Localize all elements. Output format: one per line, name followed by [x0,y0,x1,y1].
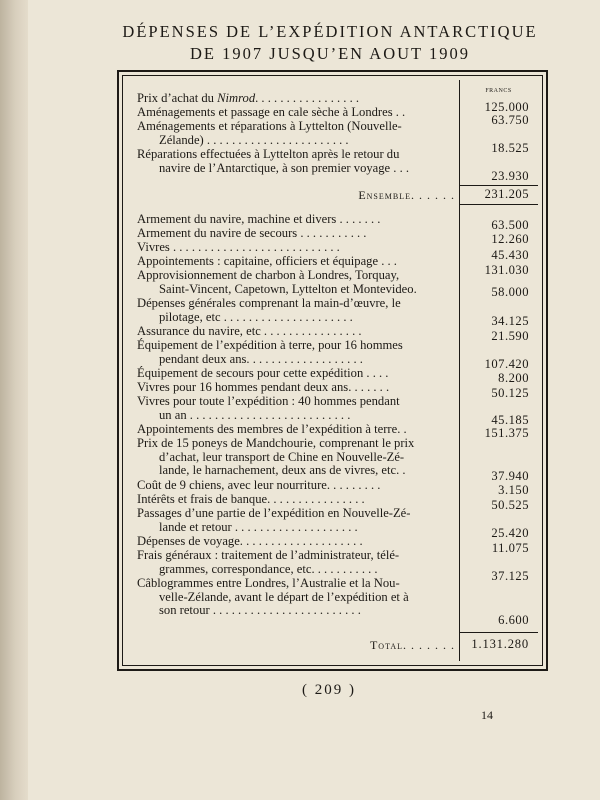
row-text-continued: velle-Zélande, avant le départ de l’expédition et à [159,589,409,604]
row-text: Approvisionnement de charbon à Londres, Torquay, [137,268,400,282]
row-text-continued: un an . . . . . . . . . . . . . . . . . . . . . . . . . . [159,407,351,422]
row-vivres-40-hommes [137,395,455,422]
row-text-continued: pilotage, etc . . . . . . . . . . . . . . . . . . . . . [159,309,353,324]
ship-name: Nimrod [217,91,256,105]
amount-appointements-equipage: 131.030 [484,263,529,277]
amount-charbon: 58.000 [491,285,529,299]
row-charbon [137,269,455,296]
amount-interets: 50.525 [491,498,529,512]
amount-passages: 25.420 [491,526,529,540]
amount-reparations-lyttelton: 23.930 [491,169,529,183]
amount-frais-generaux: 37.125 [491,569,529,583]
row-text: Prix d’achat du [137,91,218,105]
total-label: Total. . . . . . . [369,638,455,652]
table-title-line-2: DE 1907 JUSQU’EN AOUT 1909 [190,44,470,63]
amount-amenagements-lyttelton: 18.525 [491,141,529,155]
ensemble-amount: 231.205 [484,187,529,201]
subtotal-rule [459,185,538,186]
row-appointements-equipage: Appointements : capitaine, officiers et équipage . . . [137,254,397,268]
row-armement-secours: Armement du navire de secours . . . . . . . . . . . [137,226,367,240]
row-text-continued: Zélande) . . . . . . . . . . . . . . . . . . . . . . . [159,132,349,147]
row-depenses-generales [137,297,455,324]
amount-assurance: 21.590 [491,329,529,343]
row-vivres-16-hommes: Vivres pour 16 hommes pendant deux ans. . . . . . . [137,380,390,394]
book-binding [0,0,28,800]
row-text: Passages d’une partie de l’expédition en Nouvelle-Zé- [137,506,411,520]
amount-vivres: 45.430 [491,248,529,262]
amount-equipement-secours: 8.200 [498,371,529,385]
ensemble-label: Ensemble. . . . . . [358,188,455,202]
row-text-continued: lande et retour . . . . . . . . . . . . . . . . . . . . [159,519,358,534]
row-amenagements-londres: Aménagements et passage en cale sèche à Londres . . [137,105,406,119]
subtotal-rule-bottom [459,204,538,205]
row-vivres: Vivres . . . . . . . . . . . . . . . . . . . . . . . . . . . [137,240,340,254]
row-passages [137,507,455,534]
page-number: ( 209 ) [302,682,356,698]
row-amenagements-lyttelton [137,120,455,147]
row-text-continued-2: son retour . . . . . . . . . . . . . . . . . . . . . . . . [159,603,361,618]
row-text-continued: d’achat, leur transport de Chine en Nouvelle-Zé- [159,449,405,464]
row-depenses-voyage: Dépenses de voyage. . . . . . . . . . . . . . . . . . . . [137,534,363,548]
row-cablogrammes [137,577,455,618]
row-text: Câblogrammes entre Londres, l’Australie et la Nou- [137,576,400,590]
amount-column-rule [459,80,460,661]
row-text: Frais généraux : traitement de l’administrateur, télé- [137,548,400,562]
total-rule [459,632,538,633]
row-text: Dépenses générales comprenant la main-d’œuvre, le [137,296,401,310]
row-text-continued: Saint-Vincent, Capetown, Lyttelton et Montevideo. [159,281,417,296]
currency-header: FRANCS [485,88,512,94]
row-text-continued: grammes, correspondance, etc. . . . . . . . . . . [159,561,378,576]
amount-vivres-16-hommes: 50.125 [491,386,529,400]
row-text: Aménagements et réparations à Lyttelton (Nouvelle- [137,119,402,133]
row-equipement-terre [137,339,455,366]
row-assurance: Assurance du navire, etc . . . . . . . . . . . . . . . . [137,324,362,338]
row-text-continued: navire de l’Antarctique, à son premier voyage . . . [159,160,410,175]
amount-armement-secours: 12.260 [491,232,529,246]
signature-mark: 14 [481,708,493,722]
amount-amenagements-londres: 63.750 [491,113,529,127]
row-text-continued-2: lande, le harnachement, deux ans de vivres, etc. . [159,463,406,478]
table-title-line-1: DÉPENSES DE L’EXPÉDITION ANTARCTIQUE [122,22,538,41]
row-text: Prix de 15 poneys de Mandchourie, comprenant le prix [137,436,415,450]
amount-armement-navire: 63.500 [491,218,529,232]
amount-poneys: 37.940 [491,469,529,483]
row-nimrod [137,92,455,106]
total-amount: 1.131.280 [471,637,529,651]
row-poneys [137,437,455,478]
expense-table [117,70,548,671]
amount-chiens: 3.150 [498,483,529,497]
amount-nimrod: 125.000 [484,100,529,114]
amount-cablogrammes: 6.600 [498,613,529,627]
row-text-continued: pendant deux ans. . . . . . . . . . . . . . . . . . . [159,351,363,366]
row-appointements-membres: Appointements des membres de l’expédition à terre. . [137,422,407,436]
amount-equipement-terre: 107.420 [484,357,529,371]
row-leader: . . . . . . . . . . . . . . . . . [255,91,360,105]
row-chiens: Coût de 9 chiens, avec leur nourriture. . . . . . . . . [137,478,381,492]
amount-depenses-voyage: 11.075 [491,541,529,555]
row-reparations-lyttelton [137,148,455,175]
row-text: Équipement de l’expédition à terre, pour 16 hommes [137,338,403,352]
row-equipement-secours: Équipement de secours pour cette expédition . . . . [137,366,389,380]
row-armement-navire: Armement du navire, machine et divers . . . . . . . [137,212,381,226]
amount-depenses-generales: 34.125 [491,314,529,328]
row-text: Réparations effectuées à Lyttelton après le retour du [137,147,400,161]
row-frais-generaux [137,549,455,576]
row-interets: Intérêts et frais de banque. . . . . . . . . . . . . . . . [137,492,365,506]
row-text: Vivres pour toute l’expédition : 40 hommes pendant [137,394,400,408]
amount-appointements-membres: 151.375 [484,426,529,440]
amount-vivres-40-hommes: 45.185 [491,413,529,427]
